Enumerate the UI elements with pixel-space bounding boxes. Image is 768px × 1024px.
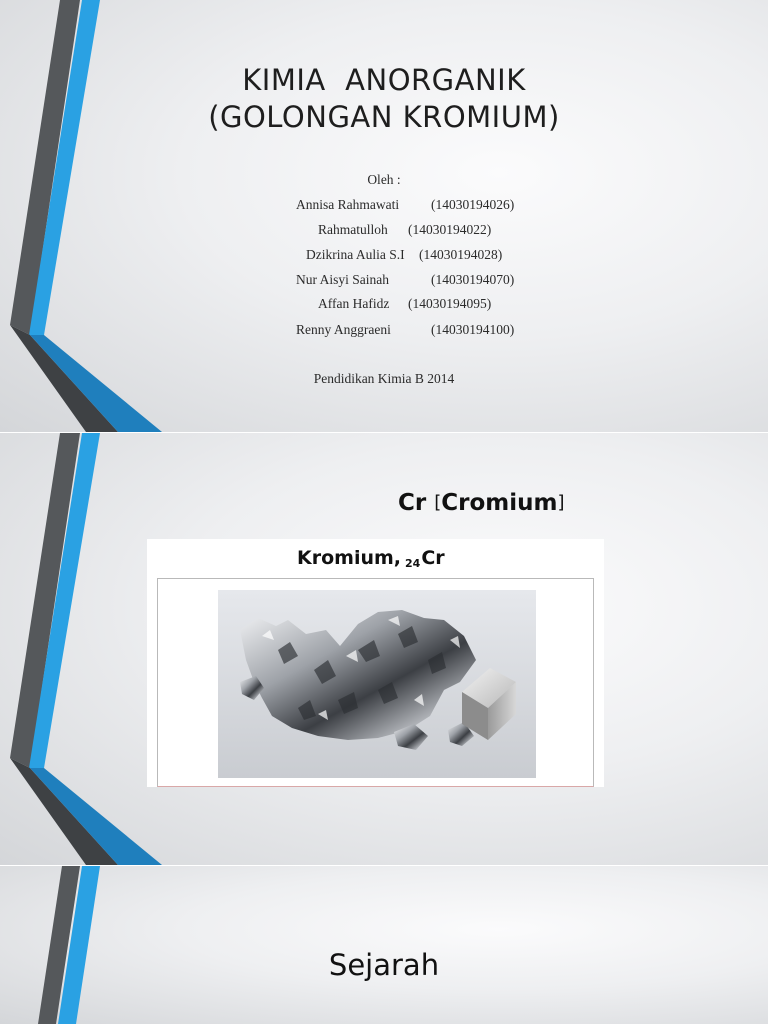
caption-symbol: Cr — [421, 547, 445, 569]
authors-label: Oleh : — [367, 172, 401, 187]
member-name: Affan Hafidz — [318, 296, 390, 311]
slide-history — [0, 866, 768, 1024]
bracket-open: [ — [434, 492, 442, 513]
title-line-1: KIMIA ANORGANIK — [242, 63, 526, 97]
figure-frame — [157, 578, 594, 787]
section-title: Sejarah — [328, 948, 440, 982]
slide-title — [0, 0, 768, 432]
slide-element — [0, 433, 768, 865]
presentation-title — [0, 62, 768, 136]
member-id: (14030194022) — [408, 222, 492, 237]
figure-caption — [297, 547, 445, 569]
member-id: (14030194095) — [408, 296, 492, 311]
member-name: Dzikrina Aulia S.I — [306, 247, 405, 262]
atomic-number: 24 — [405, 557, 421, 570]
member-id: (14030194028) — [419, 247, 503, 262]
element-figure — [147, 539, 604, 787]
caption-name: Kromium, — [297, 547, 401, 569]
member-name: Renny Anggraeni — [296, 322, 391, 337]
class-label: Pendidikan Kimia B 2014 — [313, 371, 455, 386]
member-id: (14030194100) — [431, 322, 515, 337]
element-name: Cromium — [441, 490, 558, 516]
member-name: Rahmatulloh — [318, 222, 388, 237]
slide-decoration — [0, 866, 120, 1024]
member-id: (14030194026) — [431, 197, 515, 212]
member-id: (14030194070) — [431, 272, 515, 287]
bracket-close: ] — [557, 492, 565, 513]
element-title — [398, 490, 565, 516]
element-symbol: Cr — [398, 490, 427, 516]
member-name: Annisa Rahmawati — [296, 197, 400, 212]
member-name: Nur Aisyi Sainah — [296, 272, 389, 287]
title-line-2: (GOLONGAN KROMIUM) — [208, 100, 560, 134]
chromium-crystals-photo — [218, 590, 536, 778]
